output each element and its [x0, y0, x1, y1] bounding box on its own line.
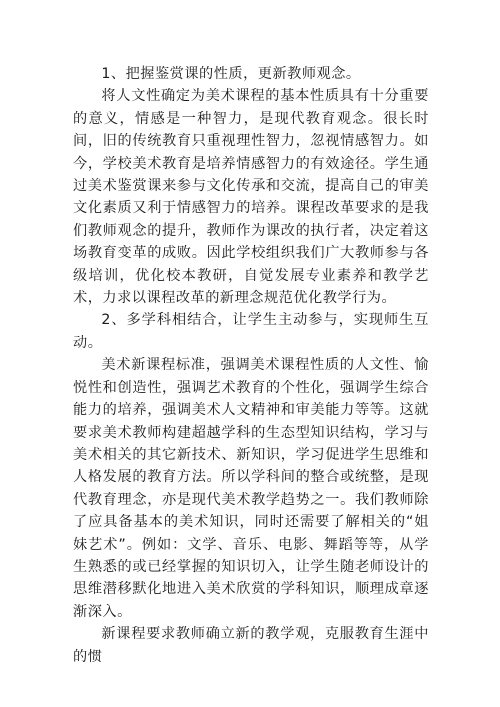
- section-heading-2: 2、多学科相结合，让学生主动参与，实现师生互动。: [73, 312, 429, 351]
- body-paragraph-2: 美术新课程标准，强调美术课程性质的人文性、愉悦性和创造性，强调艺术教育的个性化，强调学生综合能力的培养，强调美术人文精神和审美能力等等。这就要求美术教师构建超越学科的生态型知识结构，学习与美术相关的其它新技术、新知识，学习促进学生思维和人格发展的教育方法。所以学科间的整合或统整，是现代教育理念，亦是现代美术教学趋势之一。我们教师除了应具备基本的美术知识，同时还需要了解相关的“姐妹艺术”。例如：文学、音乐、电影、舞蹈等等，从学生熟悉的或已经掌握的知识切入，让学生随老师设计的思维潜移默化地进入美术欣赏的学科知识，顺理成章逐渐深入。: [73, 357, 429, 620]
- body-paragraph-1: 将人文性确定为美术课程的基本性质具有十分重要的意义，情感是一种智力，是现代教育观念。很长时间，旧的传统教育只重视理性智力，忽视情感智力。如今，学校美术教育是培养情感智力的有效途径。学生通过美术鉴赏课来参与文化传承和交流，提高自己的审美文化素质又利于情感智力的培养。课程改革要求的是我们教师观念的提升，教师作为课改的执行者，决定着这场教育变革的成败。因此学校组织我们广大教师参与各级培训，优化校本教研，自觉发展专业素养和教学艺术，力求以课程改革的新理念规范优化教学行为。: [73, 88, 429, 307]
- body-paragraph-3: 新课程要求教师确立新的教学观，克服教育生涯中的惯: [73, 626, 429, 665]
- section-heading-1: 1、把握鉴赏课的性质，更新教师观念。: [101, 66, 361, 82]
- document-body: [73, 63, 429, 668]
